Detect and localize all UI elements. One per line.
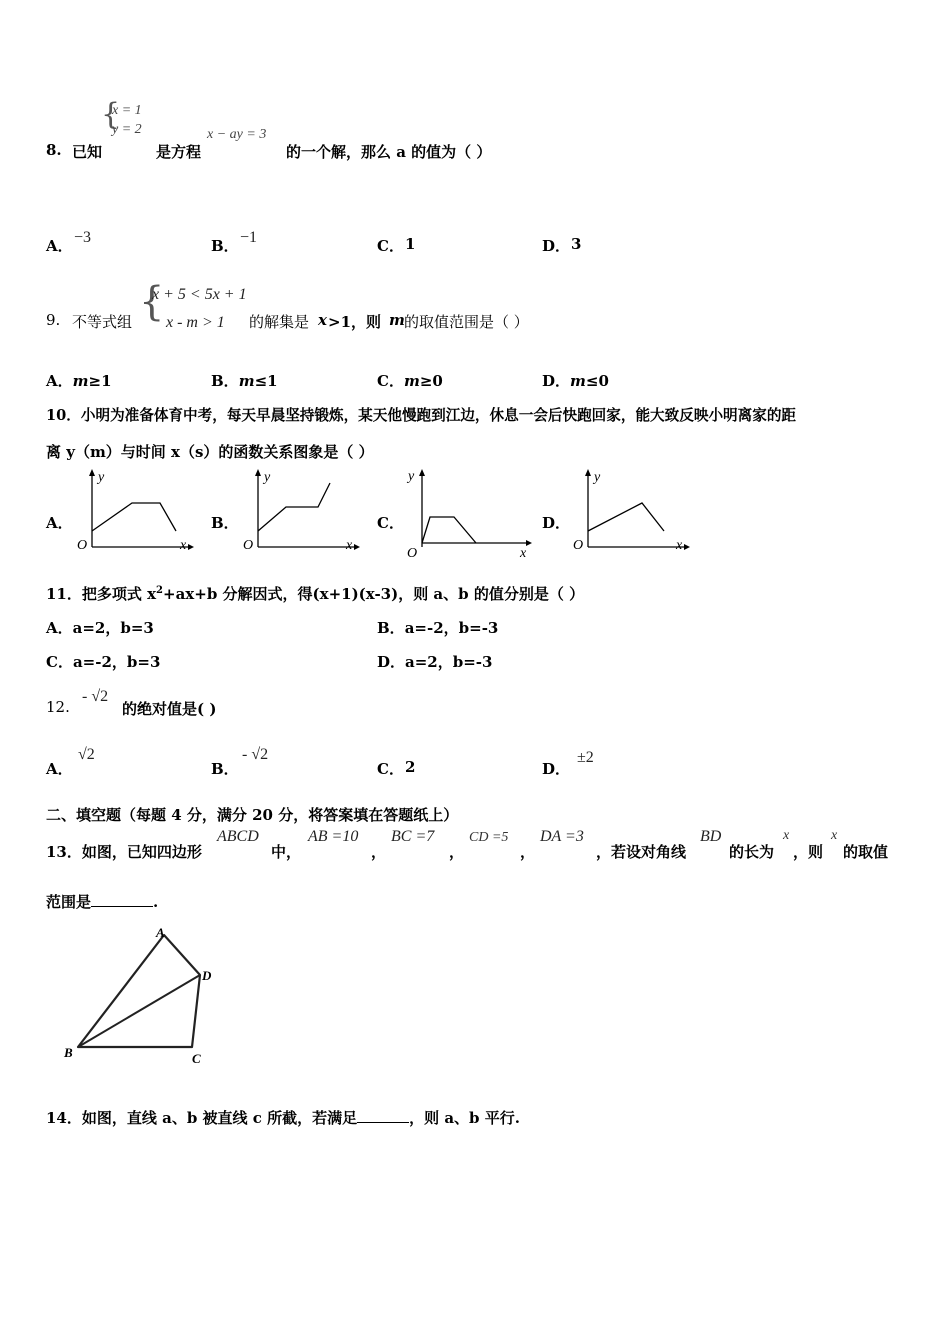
q12-option-d-value: ±2: [577, 749, 594, 766]
q13-text-d: 的长为: [729, 843, 775, 861]
q12-expr: - √2: [82, 688, 109, 705]
q9-option-b: B．m≤1: [211, 372, 278, 390]
q9-cond-var: x: [318, 311, 327, 329]
q9-m-var: m: [389, 311, 405, 329]
q9-option-d: D．m≤0: [542, 372, 609, 390]
q8-option-a-value: −3: [74, 229, 92, 246]
q8-text-b: 是方程: [156, 143, 202, 161]
q12-number: 12.: [46, 698, 70, 716]
q8-option-c-label: C．: [377, 237, 404, 255]
q10-graph-a: [72, 467, 194, 559]
q12-option-c-value: 2: [405, 758, 416, 776]
q13-answer-blank[interactable]: [91, 892, 153, 907]
q13-bd: BD: [700, 828, 722, 845]
q8-option-c-value: 1: [405, 235, 416, 253]
q12-option-b-label: B．: [211, 760, 239, 778]
q13-figure: [60, 925, 230, 1067]
q8-option-d-value: 3: [571, 235, 582, 253]
q8-text-c: 的一个解，那么 a 的值为（ ）: [286, 143, 492, 161]
q10-b-origin: O: [243, 538, 254, 553]
q12-option-a-value: √2: [78, 746, 95, 763]
q13-ab: AB =10: [308, 828, 359, 845]
q10-option-b-label: B．: [211, 514, 239, 532]
q8-equation: x − ay = 3: [207, 127, 267, 142]
q9-option-a: A．m≥1: [46, 372, 112, 390]
q13-x1: x: [783, 828, 790, 843]
q13-cd: CD =5: [469, 830, 509, 845]
q12-option-a-label: A．: [46, 760, 73, 778]
q9-number: 9.: [46, 311, 61, 329]
q13-bc: BC =7: [391, 828, 435, 845]
q10-option-a-label: A．: [46, 514, 73, 532]
q11-option-a: A．a=2，b=3: [46, 619, 154, 637]
q13-fig-label-b: B: [64, 1045, 73, 1060]
q10-c-y-label: y: [408, 469, 415, 484]
q13-sep-3: ，: [520, 843, 536, 861]
q9-system-brace: {: [139, 279, 165, 325]
q10-line1: 10．小明为准备体育中考，每天早晨坚持锻炼，某天他慢跑到江边，休息一会后快跑回家，能大致反映小明离家的距: [46, 407, 797, 424]
q10-a-origin: O: [77, 538, 88, 553]
q13-text-c: ，若设对角线: [596, 843, 687, 861]
q11-option-d: D．a=2，b=-3: [377, 653, 493, 671]
q11-option-c: C．a=-2，b=3: [46, 653, 161, 671]
q13-sep-2: ，: [449, 843, 465, 861]
q10-c-x-label: x: [520, 546, 527, 559]
q10-d-x-label: x: [676, 538, 683, 553]
q9-text-c: 的取值范围是（ ）: [404, 313, 529, 331]
q8-number: 8.: [46, 141, 62, 159]
q13-fig-label-c: C: [192, 1051, 201, 1066]
q8-system-line1: x = 1: [112, 103, 142, 118]
q12-option-d-label: D．: [542, 760, 571, 778]
q12-text: 的绝对值是( ): [122, 700, 217, 718]
q8-system-brace: {: [101, 97, 121, 132]
q13-text-b: 中，: [271, 843, 302, 861]
q10-d-y-label: y: [594, 470, 601, 485]
q8-option-b-label: B．: [211, 237, 239, 255]
q14-stem: 14．如图，直线 a、b 被直线 c 所截，若满足 ，则 a、b 平行.: [46, 1109, 520, 1127]
q13-line2: 范围是 .: [46, 893, 159, 911]
q13-quad: ABCD: [217, 828, 259, 845]
q10-a-y-label: y: [98, 470, 105, 485]
q9-text-a: 不等式组: [72, 313, 133, 331]
q10-c-origin: O: [407, 546, 418, 559]
q10-graph-c: [402, 465, 532, 559]
q13-da: DA =3: [540, 828, 584, 845]
q13-fig-label-d: D: [202, 968, 212, 983]
q13-fig-label-a: A: [156, 925, 165, 940]
q9-cond-rest: >1，则: [328, 313, 382, 331]
q11-option-b: B．a=-2，b=-3: [377, 619, 499, 637]
q10-graph-b: [238, 467, 360, 559]
q9-text-b: 的解集是: [249, 313, 310, 331]
q13-sep-1: ，: [371, 843, 387, 861]
q8-system-line2: y = 2: [112, 122, 142, 137]
q10-b-x-label: x: [346, 538, 353, 553]
q8-text-a: 已知: [72, 143, 103, 161]
q9-ineq1: x + 5 < 5x + 1: [152, 286, 247, 303]
section-2-title: 二、填空题（每题 4 分，满分 20 分，将答案填在答题纸上）: [46, 806, 459, 824]
q11-stem: 11．把多项式 $x^2+ax+b$ 分解因式，得(x+1)(x-3)，则 a、b 的值分别是（ ）: [46, 585, 585, 603]
q13-text-e: ，则: [793, 843, 824, 861]
q10-option-d-label: D．: [542, 514, 571, 532]
q10-line2: 离 y（m）与时间 x（s）的函数关系图象是（ ）: [46, 443, 374, 461]
q14-answer-blank[interactable]: [357, 1108, 409, 1123]
q13-x2: x: [831, 828, 838, 843]
q10-b-y-label: y: [264, 470, 271, 485]
q13-text-f: 的取值: [843, 843, 889, 861]
q9-option-c: C．m≥0: [377, 372, 443, 390]
q10-option-c-label: C．: [377, 514, 404, 532]
q8-option-a-label: A．: [46, 237, 73, 255]
q8-option-b-value: −1: [240, 229, 258, 246]
q10-graph-d: [568, 467, 690, 559]
q8-option-d-label: D．: [542, 237, 571, 255]
q10-d-origin: O: [573, 538, 584, 553]
q10-a-x-label: x: [180, 538, 187, 553]
q9-ineq2: x - m > 1: [166, 314, 225, 331]
q13-text-a: 13．如图，已知四边形: [46, 843, 202, 861]
q12-option-b-value: - √2: [242, 746, 269, 763]
q12-option-c-label: C．: [377, 760, 404, 778]
